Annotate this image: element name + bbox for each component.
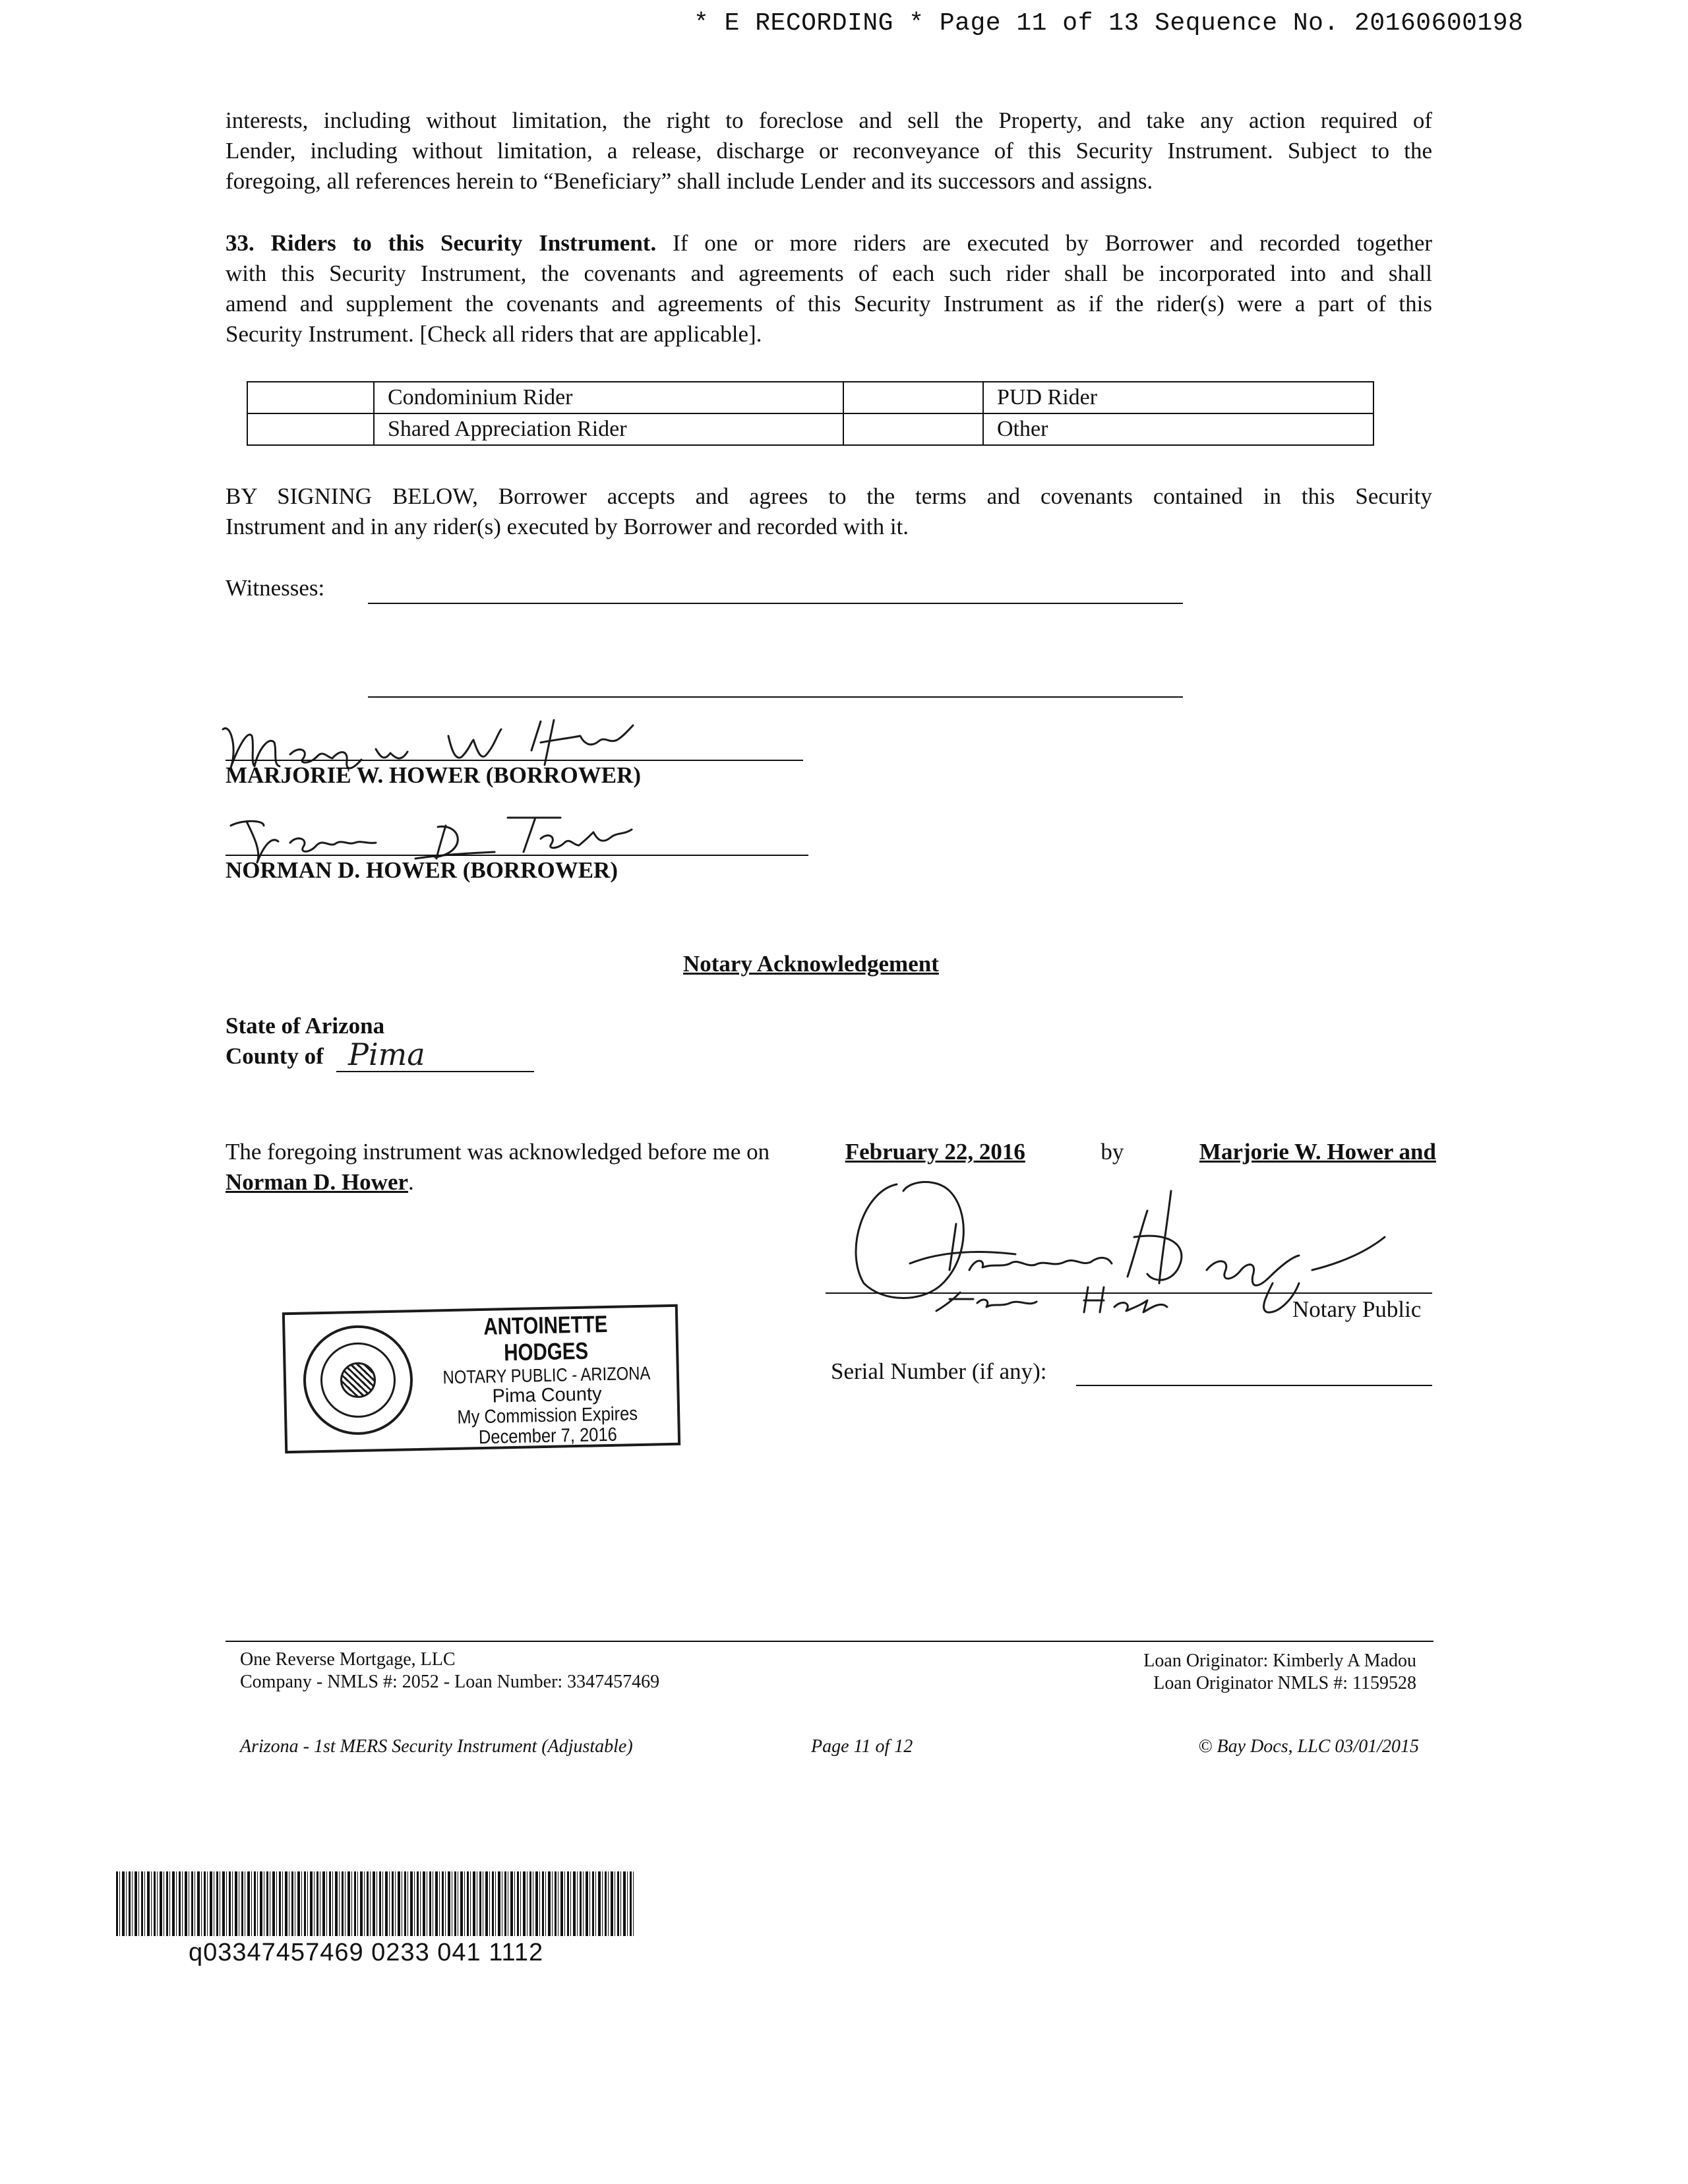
checkbox-cell-pud[interactable] — [843, 382, 983, 413]
section-33 — [226, 228, 1432, 349]
footer-company-nmls: Company - NMLS #: 2052 - Loan Number: 3347457469 — [240, 1672, 660, 1692]
paragraph-line: foregoing, all references herein to “Beneficiary” shall include Lender and its successors and assigns. — [226, 168, 1153, 194]
notary-public-label: Notary Public — [1292, 1296, 1422, 1322]
footer-page-number: Page 11 of 12 — [811, 1736, 913, 1757]
signing-paragraph — [226, 481, 1432, 542]
paragraph-line: amend and supplement the covenants and agreements of this Security Instrument as if the rider(s) were a part of this — [226, 291, 1432, 317]
borrower1-signature-line[interactable] — [226, 760, 803, 761]
seal-expiry: December 7, 2016 — [478, 1424, 618, 1449]
serial-number-line[interactable] — [1076, 1385, 1432, 1386]
state-line: State of Arizona — [226, 1013, 385, 1039]
ack-text: The foregoing instrument was acknowledged before me on — [226, 1139, 770, 1165]
paragraph-line: Security Instrument. [Check all riders that are applicable]. — [226, 321, 762, 347]
borrower1-name: MARJORIE W. HOWER (BORROWER) — [226, 762, 642, 788]
notary-title: Notary Acknowledgement — [683, 951, 939, 977]
ack-by: by — [1100, 1139, 1124, 1165]
borrower2-signature — [218, 806, 653, 865]
paragraph-line: If one or more riders are executed by Borrower and recorded together — [673, 230, 1433, 256]
footer-originator-nmls: Loan Originator NMLS #: 1159528 — [1153, 1673, 1416, 1693]
witness-line-1[interactable] — [368, 603, 1183, 604]
seal-emblem — [302, 1324, 413, 1436]
barcode — [116, 1871, 636, 1936]
riders-table — [247, 381, 1374, 446]
section-heading: Riders to this Security Instrument. — [270, 230, 657, 256]
rider-label-other: Other — [983, 413, 1373, 445]
notary-seal — [282, 1304, 680, 1454]
borrower2-name: NORMAN D. HOWER (BORROWER) — [226, 857, 618, 883]
barcode-text: q03347457469 0233 041 1112 — [189, 1939, 544, 1966]
section-number: 33. — [226, 230, 255, 256]
ack-names: Marjorie W. Hower and — [1199, 1139, 1436, 1165]
continuation-paragraph — [226, 106, 1432, 197]
notary-signature-line[interactable] — [826, 1292, 1432, 1294]
seal-commission: My Commission Expires — [457, 1403, 638, 1428]
borrower2-signature-line[interactable] — [226, 855, 808, 856]
checkbox-cell-shared-appreciation[interactable] — [247, 413, 374, 445]
paragraph-line: Instrument and in any rider(s) executed by Borrower and recorded with it. — [226, 514, 909, 539]
rider-label-pud: PUD Rider — [983, 382, 1373, 413]
footer-copyright: © Bay Docs, LLC 03/01/2015 — [1198, 1736, 1419, 1757]
seal-county: Pima County — [492, 1383, 602, 1407]
footer-company: One Reverse Mortgage, LLC — [240, 1649, 456, 1670]
rider-label-condominium: Condominium Rider — [374, 382, 843, 413]
ack-date: February 22, 2016 — [845, 1139, 1025, 1165]
paragraph-line: interests, including without limitation, the right to foreclose and sell the Property, and take any action required of — [226, 107, 1432, 133]
ack-end: . — [408, 1169, 414, 1195]
recording-header: * E RECORDING * Page 11 of 13 Sequence No. 20160600198 — [694, 9, 1524, 38]
county-label: County of — [226, 1043, 324, 1069]
paragraph-line: with this Security Instrument, the covenants and agreements of each such rider shall be incorporated into and shall — [226, 260, 1432, 286]
witnesses-label: Witnesses: — [226, 575, 325, 601]
table-row — [247, 382, 1373, 413]
checkbox-cell-condominium[interactable] — [247, 382, 374, 413]
rider-label-shared-appreciation: Shared Appreciation Rider — [374, 413, 843, 445]
checkbox-cell-other[interactable] — [843, 413, 983, 445]
footer-originator: Loan Originator: Kimberly A Madou — [1143, 1651, 1416, 1671]
ack-names-cont: Norman D. Hower — [226, 1169, 409, 1195]
table-row — [247, 413, 1373, 445]
footer-rule — [226, 1641, 1433, 1642]
footer-doc-title: Arizona - 1st MERS Security Instrument (Adjustable) — [240, 1736, 633, 1757]
paragraph-line: Lender, including without limitation, a release, discharge or reconveyance of this Security Instrument. Subject to the — [226, 138, 1432, 164]
serial-number-label: Serial Number (if any): — [831, 1358, 1047, 1384]
county-handwritten: Pima — [348, 1037, 425, 1072]
paragraph-line: BY SIGNING BELOW, Borrower accepts and agrees to the terms and covenants contained in this Security — [226, 483, 1432, 509]
witness-line-2[interactable] — [368, 696, 1183, 698]
seal-title: NOTARY PUBLIC - ARIZONA — [442, 1362, 651, 1388]
seal-name: ANTOINETTE HODGES — [483, 1310, 608, 1366]
